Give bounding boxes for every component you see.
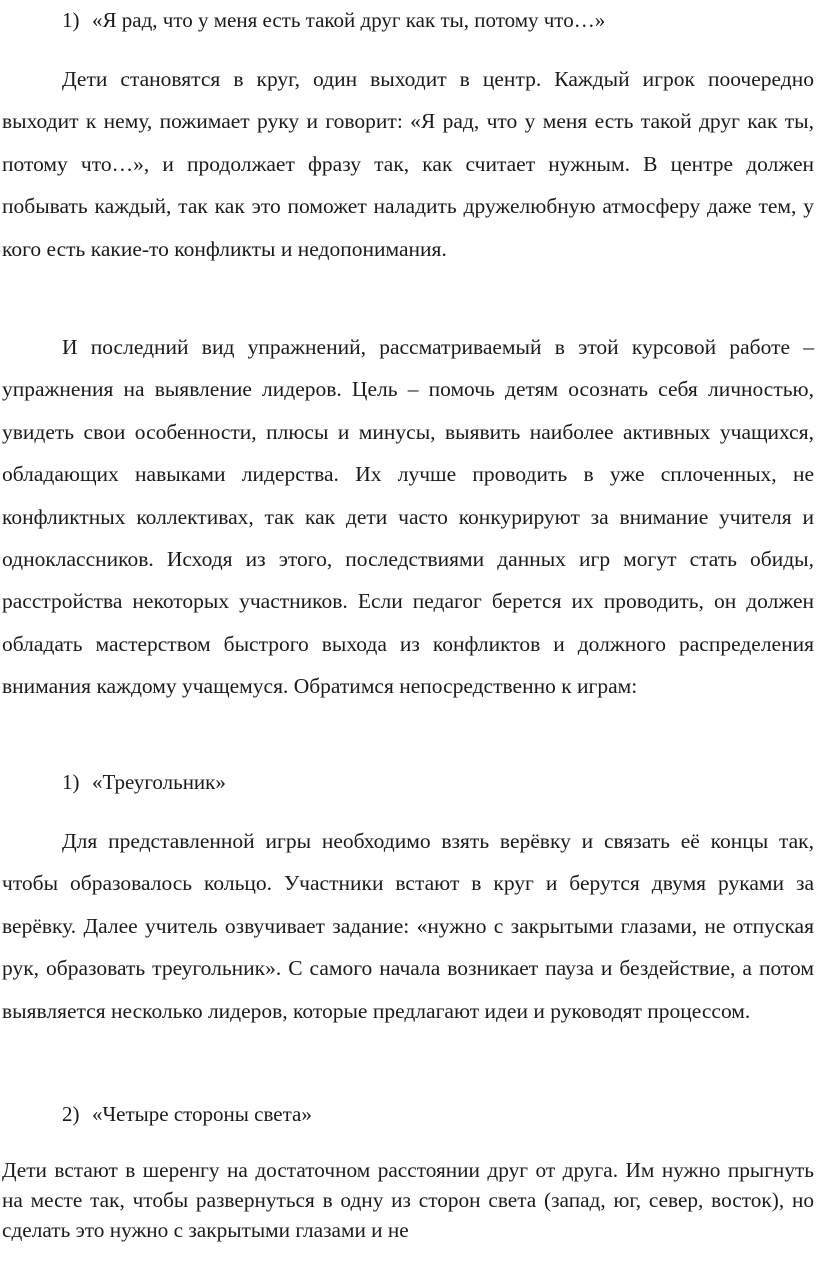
list-item-triangle xyxy=(62,768,226,796)
paragraph-circle-game: Дети становятся в круг, один выходит в центр. Каждый игрок поочередно выходит к нему, пожимает руку и говорит: «Я рад, что у меня есть такой друг как ты, потому что…», и продолжает фразу так, как считает нужным. В центре должен побывать каждый, так как это поможет наладить дружелюбную атмосферу даже тем, у кого есть какие-то конфликты и недопонимания. xyxy=(2,67,814,261)
list-item-text: «Треугольник» xyxy=(92,770,226,794)
list-item-four-directions xyxy=(62,1100,312,1128)
paragraph-leadership-exercises: И последний вид упражнений, рассматриваемый в этой курсовой работе – упражнения на выявление лидеров. Цель – помочь детям осознать себя личностью, увидеть свои особенности, плюсы и минусы, выявить наиболее активных учащихся, обладающих навыками лидерства. Их лучше проводить в уже сплоченных, не конфликтных коллективах, так как дети часто конкурируют за внимание учителя и одноклассников. Исходя из этого, последствиями данных игр могут стать обиды, расстройства некоторых участников. Если педагог берется их проводить, он должен обладать мастерством быстрого выхода из конфликтов и должного распределения внимания каждому учащемуся. Обратимся непосредственно к играм: xyxy=(2,335,814,699)
list-item-1 xyxy=(62,6,605,34)
paragraph-triangle-game: Для представленной игры необходимо взять верёвку и связать её концы так, чтобы образовалось кольцо. Участники встают в круг и берутся двумя руками за верёвку. Далее учитель озвучивает задание: «нужно с закрытыми глазами, не отпуская рук, образовать треугольник». С самого начала возникает пауза и бездействие, а потом выявляется несколько лидеров, которые предлагают идеи и руководят процессом. xyxy=(2,829,814,1023)
list-item-number: 2) xyxy=(62,1102,80,1126)
list-item-number: 1) xyxy=(62,8,80,32)
paragraph-four-directions-game: Дети встают в шеренгу на достаточном расстоянии друг от друга. Им нужно прыгнуть на месте так, чтобы развернуться в одну из сторон света (запад, юг, север, восток), но сделать это нужно с закрытыми глазами и не xyxy=(2,1158,814,1242)
list-item-text: «Четыре стороны света» xyxy=(92,1102,312,1126)
list-item-text: «Я рад, что у меня есть такой друг как ты, потому что…» xyxy=(92,8,606,32)
list-item-number: 1) xyxy=(62,770,80,794)
